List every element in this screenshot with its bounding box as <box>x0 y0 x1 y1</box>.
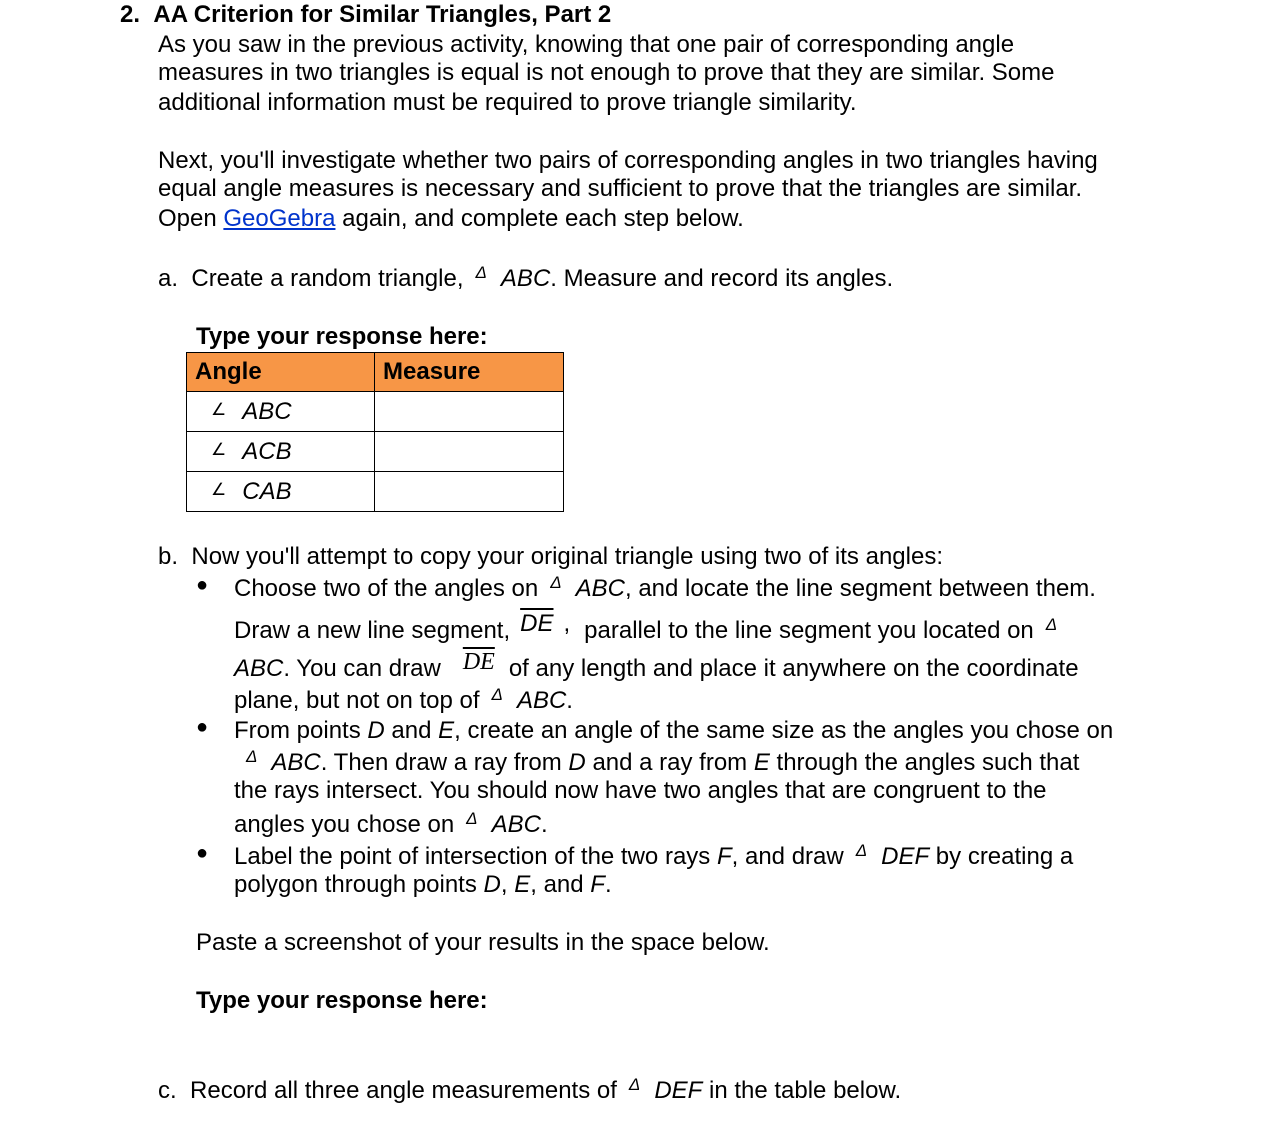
text: polygon through points <box>234 871 477 898</box>
text: Record all three angle measurements of <box>190 1077 617 1104</box>
text: Now you'll attempt to copy your original triangle using two of its angles: <box>191 543 943 570</box>
table-row <box>187 432 564 472</box>
text: ABC <box>491 811 541 838</box>
text: plane, but not on top of <box>234 687 480 714</box>
text: Draw a new line segment, <box>234 617 511 644</box>
bullet-line <box>234 575 1096 605</box>
bullet-icon: ● <box>196 716 209 738</box>
text: D <box>568 749 586 776</box>
segment-de: $\overline{DE}$ <box>520 610 554 637</box>
bullet-line: Draw a new line segment, $\overline{DE}$ , parallel to the line segment you located on $^\Delta$ <box>234 610 1058 644</box>
text: CAB <box>242 477 292 505</box>
response-label: Type your response here: <box>196 323 488 350</box>
text: Open <box>158 205 217 232</box>
text: Label the point of intersection of the two rays <box>234 843 711 870</box>
text: DEF <box>654 1077 703 1104</box>
text: , create an angle of the same size as the angles you chose on <box>454 717 1114 744</box>
angle-table <box>186 352 564 512</box>
measure-cell[interactable] <box>375 432 564 472</box>
bullet-line: the rays intersect. You should now have two angles that are congruent to the <box>234 777 1047 804</box>
text: ABC <box>516 687 567 714</box>
text: in the table below. <box>708 1077 902 1104</box>
segment-de: $\overline{DE}$ <box>462 649 495 675</box>
response-area[interactable] <box>196 1020 1096 1060</box>
bullet-line <box>234 649 1079 683</box>
text: of any length and place it anywhere on the coordinate <box>508 655 1079 682</box>
text: D <box>367 717 385 744</box>
header-measure: Measure <box>375 353 564 392</box>
text: , and draw <box>731 843 844 870</box>
text: . You can draw <box>283 655 441 682</box>
bullet-line <box>234 843 1073 873</box>
angle-cell <box>187 392 375 432</box>
question-title <box>120 1 611 29</box>
text: ABC <box>271 749 321 776</box>
intro-line: additional information must be required to prove triangle similarity. <box>158 89 857 116</box>
text: ABC <box>575 575 625 602</box>
text: parallel to the line segment you located on <box>584 617 1034 644</box>
text: DEF <box>881 843 930 870</box>
text: . Then draw a ray from <box>320 749 562 776</box>
step-a <box>158 265 893 295</box>
bullet-line: angles you chose on $^\Delta$ ABC. <box>234 809 548 838</box>
text: , and locate the line segment between them. <box>624 575 1096 602</box>
text: by creating a <box>935 843 1074 870</box>
text: through the angles such that <box>776 749 1080 776</box>
text: again, and complete each step below. <box>342 205 744 232</box>
intro-line: measures in two triangles is equal is not enough to prove that they are similar. Some <box>158 59 1055 86</box>
triangle-symbol: Δ <box>466 809 478 828</box>
triangle-symbol: Δ <box>855 841 868 860</box>
text: ABC <box>500 265 551 292</box>
step-marker: b. <box>158 543 179 570</box>
text: E <box>438 717 455 744</box>
step-marker: a. <box>158 265 179 292</box>
step-b <box>158 543 943 571</box>
step-marker: c. <box>158 1077 177 1104</box>
text: Create a random triangle, <box>191 265 464 292</box>
angle-cell <box>187 472 375 512</box>
question-number: 2. <box>120 1 141 28</box>
angle-icon: ∠ <box>211 439 227 459</box>
geogebra-link[interactable]: GeoGebra <box>223 205 336 232</box>
bullet-icon: ● <box>196 574 209 596</box>
title-text: AA Criterion for Similar Triangles, Part 2 <box>153 1 612 28</box>
triangle-symbol: Δ <box>550 573 562 592</box>
triangle-symbol: Δ <box>628 1075 641 1094</box>
text: F <box>716 843 732 870</box>
bullet-line <box>234 717 1113 745</box>
next-line: Next, you'll investigate whether two pairs of corresponding angles in two triangles having <box>158 147 1098 174</box>
text: . Measure and record its angles. <box>550 265 894 292</box>
next-line: equal angle measures is necessary and sufficient to prove that the triangles are similar. <box>158 175 1083 202</box>
text: F <box>590 871 605 898</box>
text: Choose two of the angles on <box>234 575 539 602</box>
table-row <box>187 472 564 512</box>
intro-line: As you saw in the previous activity, knowing that one pair of corresponding angle <box>158 31 1015 58</box>
text: E <box>753 749 770 776</box>
text: and <box>391 717 432 744</box>
text: angles you chose on <box>234 811 455 838</box>
text: E <box>514 871 531 898</box>
step-c <box>158 1077 901 1107</box>
text: ACB <box>242 437 292 465</box>
bullet-line: polygon through points D, E, and F. <box>234 871 612 898</box>
angle-icon: ∠ <box>211 479 227 499</box>
text: , and <box>530 871 584 898</box>
text: ABC <box>234 655 284 682</box>
angle-icon: ∠ <box>211 399 227 419</box>
open-line <box>158 205 744 233</box>
triangle-symbol: Δ <box>246 747 258 766</box>
angle-cell <box>187 432 375 472</box>
text: D <box>483 871 501 898</box>
paste-instruction: Paste a screenshot of your results in the space below. <box>196 929 770 956</box>
bullet-line <box>234 749 1079 779</box>
triangle-symbol: Δ <box>475 263 487 282</box>
triangle-symbol: Δ <box>1045 615 1058 634</box>
text: ABC <box>242 397 292 425</box>
text: From points <box>234 717 361 744</box>
table-row <box>187 392 564 432</box>
header-angle: Angle <box>187 353 375 392</box>
bullet-line: plane, but not on top of $^\Delta$ ABC. <box>234 685 573 714</box>
text: and a ray from <box>592 749 748 776</box>
response-label: Type your response here: <box>196 987 488 1014</box>
measure-cell[interactable] <box>375 472 564 512</box>
triangle-symbol: Δ <box>491 685 503 704</box>
bullet-icon: ● <box>196 842 209 864</box>
measure-cell[interactable] <box>375 392 564 432</box>
